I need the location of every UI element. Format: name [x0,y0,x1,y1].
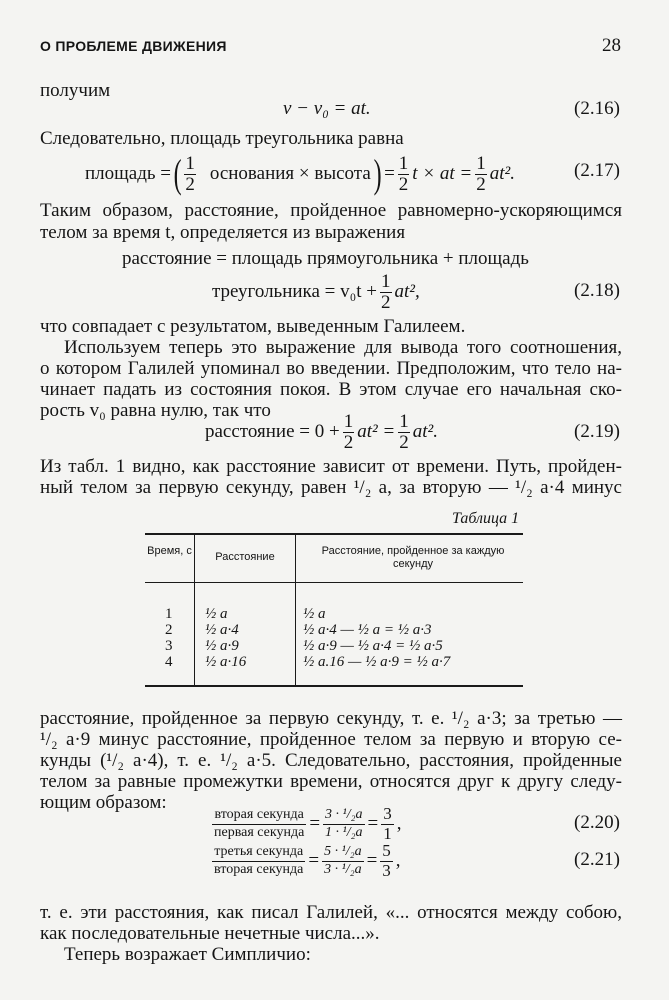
table-rule [145,685,523,687]
frac-num: 3 · ¹/₂a [323,807,364,824]
table-cell: 2 [165,622,173,638]
table-cell: ½ a.16 — ½ a·9 = ½ a·7 [303,654,451,670]
frac-den: 2 [381,291,391,313]
frac-num: 1 [185,152,195,174]
fraction [475,154,487,195]
eq-text: at² = [357,421,396,442]
equation-2-16: v − v₀ = at. [283,98,371,119]
table-cell: 4 [165,654,173,670]
table-cell: 3 [165,638,173,654]
frac-den: вторая секунда [214,861,304,877]
frac-den: 2 [185,173,195,195]
equation-number: (2.16) [574,98,620,119]
ratio-fraction [323,807,364,840]
ratio-fraction [381,805,394,843]
frac-den: 1 · ¹/₂a [325,824,363,840]
ratio-fraction [212,844,305,877]
equation-2-19 [205,410,438,454]
eq-text: at². [412,421,438,442]
frac-den: первая секунда [214,824,305,840]
frac-num: вторая секунда [212,807,306,824]
table-rule [295,533,296,687]
table-rule [145,533,523,535]
eq-text: at², [394,281,420,302]
table-caption: Таблица 1 [452,510,520,527]
data-table [145,533,523,687]
paragraph-line: кунды (¹/₂ a·4), т. е. ¹/₂ a·5. Следовательно, расстояния, пройденные [40,750,622,771]
table-cell: ½ a·4 — ½ a = ½ a·3 [303,622,432,638]
fraction [398,154,410,195]
frac-num: 5 [382,840,391,860]
comma: , [395,850,401,871]
frac-den: 3 · ¹/₂a [324,861,362,877]
eq-text: расстояние = 0 + [205,421,340,442]
paragraph-line: как последовательные нечетные числа...». [40,923,380,944]
fraction [380,272,392,313]
paren-open: ( [173,151,182,196]
frac-num: 1 [476,152,486,174]
ratio-fraction [212,807,306,840]
eq-text: основания × высота [209,163,371,184]
comma: , [396,813,402,834]
paragraph-line: о котором Галилей упоминал во введении. Предположим, что тело на- [40,358,622,379]
fraction [398,412,410,453]
table-cell: ½ a [303,606,326,622]
equation-2-18-line2 [212,270,420,314]
frac-num: 1 [398,152,409,174]
equals-sign: = [367,813,379,834]
table-cell: ½ a·16 [205,654,247,670]
equation-number: (2.18) [574,280,620,301]
equation-number: (2.17) [574,160,620,181]
eq-text: площадь = [85,163,172,184]
equation-2-18-line1: расстояние = площадь прямоугольника + площадь [122,248,529,269]
table-rule [145,582,523,583]
table-header-per-second: Расстояние, пройденное за каждую секунду [321,545,505,570]
fraction [184,154,196,195]
paragraph-line: Используем теперь это выражение для вывода того соотношения, [64,337,622,358]
page-number: 28 [602,35,621,56]
table-cell: ½ a·9 — ½ a·4 = ½ a·5 [303,638,443,654]
frac-den: 3 [382,860,391,880]
paragraph-line: расстояние, пройденное за первую секунду, т. е. ¹/₂ a·3; за третью — [40,708,622,729]
paragraph-line: рость v₀ равна нулю, так что [40,400,271,421]
frac-den: 2 [398,173,409,195]
eq-text: треугольника = v₀t + [212,281,378,302]
paragraph-line: ный телом за первую секунду, равен ¹/₂ a, за вторую — ¹/₂ a·4 минус [40,477,622,498]
table-header-distance: Расстояние [215,551,275,563]
paragraph-line: телом за равные промежутки времени, относятся друг к другу следу- [40,771,622,792]
table-cell: ½ a·9 [205,638,239,654]
equals-sign: = [308,850,320,871]
table-header-time: Время, с [147,545,192,557]
paragraph-line: т. е. эти расстояния, как писал Галилей, «... относятся между собою, [40,902,622,923]
equation-2-20 [212,803,401,845]
eq-text: at². [489,163,515,184]
running-header: О ПРОБЛЕМЕ ДВИЖЕНИЯ [40,38,227,54]
equation-2-21 [212,840,401,882]
paragraph-line: чинает падать из состояния покоя. В этом случае его начальная ско- [40,379,622,400]
paragraph-line: телом за время t, определяется из выражения [40,222,406,243]
table-cell: ½ a·4 [205,622,239,638]
equation-2-17 [85,150,515,198]
frac-num: 1 [381,270,391,292]
frac-den: 2 [343,431,354,453]
ratio-fraction [380,842,393,880]
frac-den: 2 [476,173,486,195]
ratio-fraction [322,844,363,877]
frac-num: 5 · ¹/₂a [322,844,363,861]
paragraph-line: ¹/₂ a·9 минус расстояние, пройденное телом за первую и вторую се- [40,729,622,750]
eq-text: = [384,163,395,184]
equation-number: (2.19) [574,421,620,442]
equals-sign: = [309,813,321,834]
fraction [343,412,355,453]
table-cell: ½ a [205,606,228,622]
frac-den: 2 [399,431,409,453]
frac-num: 3 [383,803,392,823]
equation-number: (2.21) [574,849,620,870]
paragraph-line: Из табл. 1 видно, как расстояние зависит от времени. Путь, пройден- [40,456,622,477]
table-cell: 1 [165,606,173,622]
eq-text: t × at = [412,163,473,184]
paragraph-line: Таким образом, расстояние, пройденное равномерно-ускоряющимся [40,200,622,221]
paragraph-text: Следовательно, площадь треугольника равна [40,128,404,149]
paragraph-text: получим [40,80,111,101]
paragraph-text: Теперь возражает Симпличио: [64,944,311,965]
paren-close: ) [373,151,382,196]
frac-num: 1 [399,410,409,432]
frac-den: 1 [383,823,392,843]
equals-sign: = [366,850,378,871]
paragraph-text: что совпадает с результатом, выведенным Галилеем. [40,316,466,337]
paragraph-line: ющим образом: [40,792,167,813]
equation-number: (2.20) [574,812,620,833]
frac-num: третья секунда [212,844,305,861]
frac-num: 1 [343,410,354,432]
